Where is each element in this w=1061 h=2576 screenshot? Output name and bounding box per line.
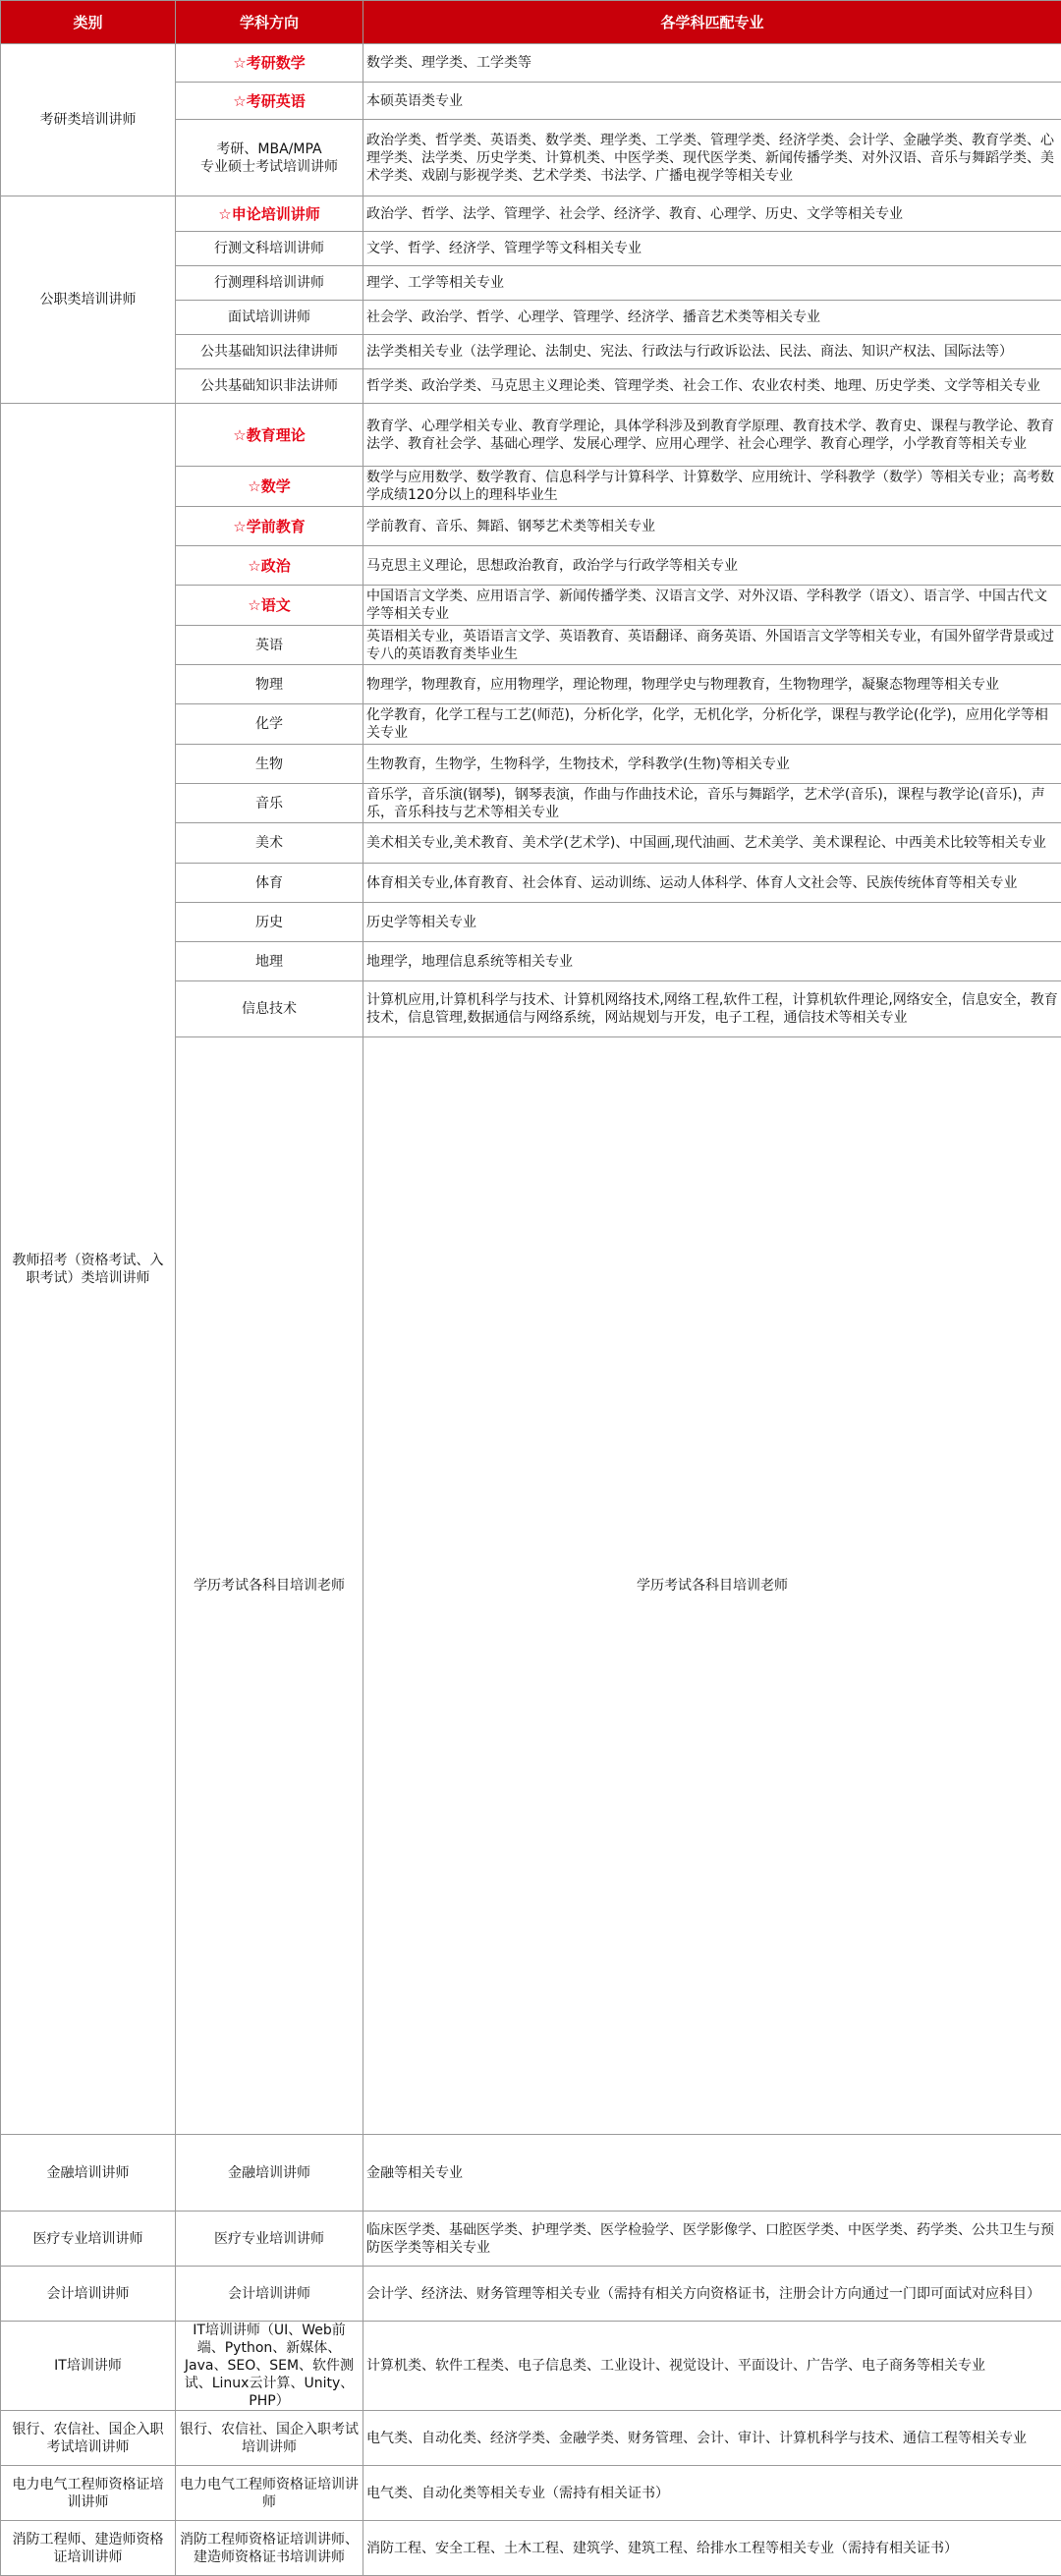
majors-cell: 中国语言文学类、应用语言学、新闻传播学类、汉语言文学、对外汉语、学科教学（语文）、语言学、中国古代文学等相关专业 bbox=[363, 586, 1061, 626]
header-subject: 学科方向 bbox=[176, 1, 363, 44]
table-row bbox=[1, 2466, 1061, 2521]
subject-cell: ☆语文 bbox=[176, 586, 363, 626]
majors-cell: 教育学、心理学相关专业、教育学理论，具体学科涉及到教育学原理、教育技术学、教育史、课程与教学论、教育法学、教育社会学、基础心理学、发展心理学、应用心理学、社会心理学、教育心理学，小学教育等相关专业 bbox=[363, 404, 1061, 467]
subject-cell: 体育 bbox=[176, 864, 363, 903]
majors-cell: 电气类、自动化类、经济学类、金融学类、财务管理、会计、审计、计算机科学与技术、通信工程等相关专业 bbox=[363, 2411, 1061, 2466]
table-row bbox=[1, 2322, 1061, 2411]
subject-cell: 面试培训讲师 bbox=[176, 301, 363, 335]
majors-cell: 会计学、经济法、财务管理等相关专业（需持有相关方向资格证书，注册会计方向通过一门即可面试对应科目） bbox=[363, 2267, 1061, 2322]
majors-cell: 本硕英语类专业 bbox=[363, 83, 1061, 120]
subject-cell: ☆考研数学 bbox=[176, 44, 363, 83]
majors-cell: 美术相关专业,美术教育、美术学(艺术学)、中国画,现代油画、艺术美学、美术课程论、中西美术比较等相关专业 bbox=[363, 823, 1061, 864]
subject-cell: IT培训讲师（UI、Web前端、Python、新媒体、Java、SEO、SEM、软件测试、Linux云计算、Unity、PHP） bbox=[176, 2322, 363, 2411]
subject-cell: ☆教育理论 bbox=[176, 404, 363, 467]
majors-cell: 数学类、理学类、工学类等 bbox=[363, 44, 1061, 83]
majors-cell: 社会学、政治学、哲学、心理学、管理学、经济学、播音艺术类等相关专业 bbox=[363, 301, 1061, 335]
category-cell: 电力电气工程师资格证培训讲师 bbox=[1, 2466, 176, 2521]
majors-cell: 英语相关专业，英语语言文学、英语教育、英语翻译、商务英语、外国语言文学等相关专业，有国外留学背景或过专八的英语教育类毕业生 bbox=[363, 626, 1061, 665]
majors-cell: 政治学、哲学、法学、管理学、社会学、经济学、教育、心理学、历史、文学等相关专业 bbox=[363, 196, 1061, 232]
subject-cell: ☆政治 bbox=[176, 546, 363, 586]
subject-cell: 音乐 bbox=[176, 784, 363, 823]
category-cell: 学历考试各科目培训老师 bbox=[176, 1037, 363, 2135]
category-cell: 考研类培训讲师 bbox=[1, 44, 176, 196]
table-row bbox=[1, 404, 1061, 467]
category-cell: 银行、农信社、国企入职考试培训讲师 bbox=[1, 2411, 176, 2466]
subject-cell: ☆申论培训讲师 bbox=[176, 196, 363, 232]
majors-cell: 临床医学类、基础医学类、护理学类、医学检验学、医学影像学、口腔医学类、中医学类、药学类、公共卫生与预防医学类等相关专业 bbox=[363, 2212, 1061, 2267]
table-row bbox=[1, 2212, 1061, 2267]
subject-cell: 金融培训讲师 bbox=[176, 2135, 363, 2212]
subject-cell: 历史 bbox=[176, 903, 363, 942]
subject-cell: 生物 bbox=[176, 745, 363, 784]
subject-cell: 美术 bbox=[176, 823, 363, 864]
category-cell: 消防工程师、建造师资格证培训讲师 bbox=[1, 2521, 176, 2576]
majors-cell: 计算机类、软件工程类、电子信息类、工业设计、视觉设计、平面设计、广告学、电子商务等相关专业 bbox=[363, 2322, 1061, 2411]
subject-cell: 英语 bbox=[176, 626, 363, 665]
majors-cell: 物理学，物理教育，应用物理学，理论物理，物理学史与物理教育，生物物理学，凝聚态物理等相关专业 bbox=[363, 665, 1061, 704]
majors-cell: 马克思主义理论，思想政治教育，政治学与行政学等相关专业 bbox=[363, 546, 1061, 586]
majors-cell: 法学类相关专业（法学理论、法制史、宪法、行政法与行政诉讼法、民法、商法、知识产权法、国际法等） bbox=[363, 335, 1061, 369]
majors-cell: 学前教育、音乐、舞蹈、钢琴艺术类等相关专业 bbox=[363, 507, 1061, 546]
majors-cell: 地理学，地理信息系统等相关专业 bbox=[363, 942, 1061, 981]
subject-cell: 电力电气工程师资格证培训讲师 bbox=[176, 2466, 363, 2521]
majors-cell: 体育相关专业,体育教育、社会体育、运动训练、运动人体科学、体育人文社会等、民族传统体育等相关专业 bbox=[363, 864, 1061, 903]
category-cell: 金融培训讲师 bbox=[1, 2135, 176, 2212]
majors-cell: 哲学类、政治学类、马克思主义理论类、管理学类、社会工作、农业农村类、地理、历史学类、文学等相关专业 bbox=[363, 369, 1061, 404]
majors-cell: 音乐学，音乐演(钢琴)，钢琴表演，作曲与作曲技术论，音乐与舞蹈学，艺术学(音乐)，课程与教学论(音乐)，声乐，音乐科技与艺术等相关专业 bbox=[363, 784, 1061, 823]
subject-cell: 消防工程师资格证培训讲师、建造师资格证书培训讲师 bbox=[176, 2521, 363, 2576]
subject-cell: 化学 bbox=[176, 704, 363, 745]
majors-cell: 生物教育，生物学，生物科学，生物技术，学科教学(生物)等相关专业 bbox=[363, 745, 1061, 784]
majors-cell: 理学、工学等相关专业 bbox=[363, 266, 1061, 301]
subject-cell: 物理 bbox=[176, 665, 363, 704]
subject-cell: 银行、农信社、国企入职考试培训讲师 bbox=[176, 2411, 363, 2466]
subject-cell: ☆数学 bbox=[176, 467, 363, 507]
table-body bbox=[1, 44, 1061, 2576]
table-row bbox=[1, 2521, 1061, 2576]
majors-cell: 政治学类、哲学类、英语类、数学类、理学类、工学类、管理学类、经济学类、会计学、金融学类、教育学类、心理学类、法学类、历史学类、计算机类、中医学类、现代医学类、新闻传播学类、对外汉语、音乐与舞蹈学类、美术学类、戏剧与影视学类、艺术学类、书法学、广播电视学等相关专业 bbox=[363, 120, 1061, 196]
category-cell: IT培训讲师 bbox=[1, 2322, 176, 2411]
majors-cell: 数学与应用数学、数学教育、信息科学与计算科学、计算数学、应用统计、学科教学（数学）等相关专业；高考数学成绩120分以上的理科毕业生 bbox=[363, 467, 1061, 507]
subject-cell: 行测文科培训讲师 bbox=[176, 232, 363, 266]
subject-cell: ☆学前教育 bbox=[176, 507, 363, 546]
table-row bbox=[1, 196, 1061, 232]
table-row bbox=[1, 2267, 1061, 2322]
subject-cell: 地理 bbox=[176, 942, 363, 981]
subject-cell: 考研、MBA/MPA 专业硕士考试培训讲师 bbox=[176, 120, 363, 196]
majors-cell: 电气类、自动化类等相关专业（需持有相关证书） bbox=[363, 2466, 1061, 2521]
subject-cell: 学历考试各科目培训老师 bbox=[363, 1037, 1061, 2135]
majors-cell: 化学教育，化学工程与工艺(师范)，分析化学，化学，无机化学，分析化学，课程与教学论(化学)，应用化学等相关专业 bbox=[363, 704, 1061, 745]
table-row bbox=[1, 2411, 1061, 2466]
subject-cell: 信息技术 bbox=[176, 981, 363, 1037]
subject-cell: 公共基础知识非法讲师 bbox=[176, 369, 363, 404]
majors-cell: 计算机应用,计算机科学与技术、计算机网络技术,网络工程,软件工程，计算机软件理论,网络安全，信息安全，教育技术，信息管理,数据通信与网络系统，网站规划与开发，电子工程，通信技术等相关专业 bbox=[363, 981, 1061, 1037]
majors-cell: 消防工程、安全工程、土木工程、建筑学、建筑工程、给排水工程等相关专业（需持有相关证书） bbox=[363, 2521, 1061, 2576]
subject-cell: 医疗专业培训讲师 bbox=[176, 2212, 363, 2267]
category-cell: 教师招考（资格考试、入职考试）类培训讲师 bbox=[1, 404, 176, 2135]
subject-cell: 公共基础知识法律讲师 bbox=[176, 335, 363, 369]
subject-cell: 行测理科培训讲师 bbox=[176, 266, 363, 301]
category-cell: 医疗专业培训讲师 bbox=[1, 2212, 176, 2267]
header-majors: 各学科匹配专业 bbox=[363, 1, 1061, 44]
subject-cell: 会计培训讲师 bbox=[176, 2267, 363, 2322]
majors-cell: 历史学等相关专业 bbox=[363, 903, 1061, 942]
header-row bbox=[1, 1, 1061, 44]
category-cell: 公职类培训讲师 bbox=[1, 196, 176, 404]
majors-cell: 金融等相关专业 bbox=[363, 2135, 1061, 2212]
category-cell: 会计培训讲师 bbox=[1, 2267, 176, 2322]
majors-cell: 文学、哲学、经济学、管理学等文科相关专业 bbox=[363, 232, 1061, 266]
header-category: 类别 bbox=[1, 1, 176, 44]
table-row bbox=[1, 2135, 1061, 2212]
table-row bbox=[1, 44, 1061, 83]
subject-cell: ☆考研英语 bbox=[176, 83, 363, 120]
